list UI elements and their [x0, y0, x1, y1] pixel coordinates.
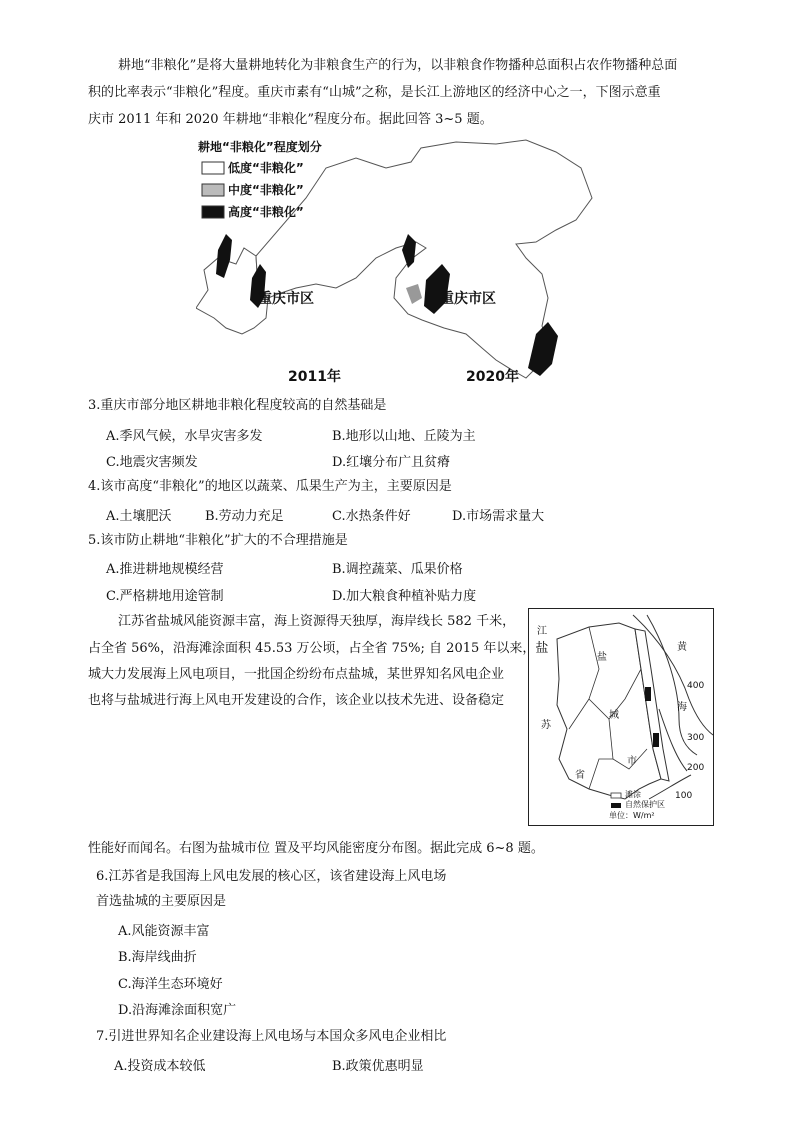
legend-reserve-label: 自然保护区 — [625, 800, 665, 809]
q4-option-a: A.土壤肥沃 — [106, 509, 172, 524]
q3-option-c: C.地震灾害频发 — [106, 455, 198, 470]
q7-stem: 7.引进世界知名企业建设海上风电场与本国众多风电企业相比 — [96, 1029, 447, 1044]
q4-option-d: D.市场需求量大 — [452, 509, 545, 524]
q6-option-d: D.沿海滩涂面积宽广 — [118, 1003, 237, 1018]
year-label-2020: 2020年 — [466, 369, 519, 385]
map2-char-yan: 盐 — [597, 652, 607, 663]
map1-legend-title: 耕地“非粮化”程度划分 — [198, 140, 322, 154]
q6-option-b: B.海岸线曲折 — [118, 950, 197, 965]
contour-label-200: 200 — [687, 763, 705, 773]
q6-stem-line-1: 6.江苏省是我国海上风电发展的核心区，该省建设海上风电场 — [96, 869, 447, 884]
map2-char-su: 苏 — [541, 720, 551, 731]
q3-stem: 3.重庆市部分地区耕地非粮化程度较高的自然基础是 — [88, 398, 387, 413]
q7-option-b: B.政策优惠明显 — [332, 1059, 424, 1074]
contour-label-300: 300 — [687, 733, 705, 743]
city-label-2020: 重庆市区 — [440, 291, 496, 307]
legend-high-swatch — [202, 206, 224, 218]
q6-option-a: A.风能资源丰富 — [118, 924, 210, 939]
q3-option-d: D.红壤分布广且贫瘠 — [332, 455, 451, 470]
city-label-2011: 重庆市区 — [258, 291, 314, 307]
legend-low-swatch — [202, 162, 224, 174]
nature-reserve-1 — [645, 687, 651, 701]
legend-mid-label: 中度“非粮化” — [228, 183, 304, 197]
nature-reserve-2 — [653, 733, 659, 747]
map2-unit-label: 单位：W/m² — [609, 811, 655, 820]
year-label-2011: 2011年 — [288, 369, 341, 385]
q6-stem-line-2: 首选盐城的主要原因是 — [96, 894, 227, 909]
contour-label-100: 100 — [675, 791, 693, 801]
passage2-line-3: 城大力发展海上风电项目，一批国企纷纷布点盐城，某世界知名风电企业 — [88, 667, 505, 682]
intro-line-2: 积的比率表示“非粮化”程度。重庆市素有“山城”之称，是长江上游地区的经济中心之一，下图示意重 — [88, 85, 661, 100]
q4-stem: 4.该市高度“非粮化”的地区以蔬菜、瓜果生产为主，主要原因是 — [88, 479, 452, 494]
map2-sea-hai: 海 — [677, 702, 687, 713]
q3-option-a: A.季风气候，水旱灾害多发 — [106, 429, 263, 444]
contour-label-400: 400 — [687, 681, 705, 691]
map2-sea-huang: 黄 — [677, 642, 687, 653]
legend-tidal-flat-swatch — [611, 793, 621, 798]
chongqing-map-figure — [196, 138, 596, 388]
q6-option-c: C.海洋生态环境好 — [118, 977, 223, 992]
yancheng-map-figure — [528, 608, 714, 826]
legend-mid-swatch — [202, 184, 224, 196]
q5-option-d: D.加大粮食种植补贴力度 — [332, 589, 477, 604]
map2-char-cheng: 城 — [609, 710, 619, 721]
map2-char-sheng: 省 — [575, 770, 585, 781]
q5-option-a: A.推进耕地规模经营 — [106, 562, 224, 577]
q4-option-c: C.水热条件好 — [332, 509, 411, 524]
q7-option-a: A.投资成本较低 — [114, 1059, 206, 1074]
map2-char-jiang: 江 — [537, 626, 547, 637]
q5-option-b: B.调控蔬菜、瓜果价格 — [332, 562, 463, 577]
q5-option-c: C.严格耕地用途管制 — [106, 589, 224, 604]
map2-char-shi: 市 — [627, 756, 637, 767]
legend-low-label: 低度“非粮化” — [228, 161, 304, 175]
passage2-line-5: 性能好而闻名。右图为盐城市位 置及平均风能密度分布图。据此完成 6~8 题。 — [88, 841, 544, 856]
q3-option-b: B.地形以山地、丘陵为主 — [332, 429, 476, 444]
passage2-line-1: 江苏省盐城风能资源丰富，海上资源得天独厚，海岸线长 582 千米， — [118, 614, 516, 629]
passage2-line-2: 占全省 56%，沿海滩涂面积 45.53 万公顷，占全省 75%; 自 2015 年以来，盐 — [88, 641, 549, 656]
q4-option-b: B.劳动力充足 — [205, 509, 284, 524]
legend-high-label: 高度“非粮化” — [228, 205, 304, 219]
intro-line-1: 耕地“非粮化”是将大量耕地转化为非粮食生产的行为，以非粮食作物播种总面积占农作物播种总面 — [118, 58, 678, 73]
passage2-line-4: 也将与盐城进行海上风电开发建设的合作，该企业以技术先进、设备稳定 — [88, 693, 505, 708]
legend-tidal-flat-label: 滩涂 — [625, 790, 641, 799]
intro-line-3: 庆市 2011 年和 2020 年耕地“非粮化”程度分布。据此回答 3~5 题。 — [88, 112, 493, 127]
q5-stem: 5.该市防止耕地“非粮化”扩大的不合理措施是 — [88, 533, 348, 548]
